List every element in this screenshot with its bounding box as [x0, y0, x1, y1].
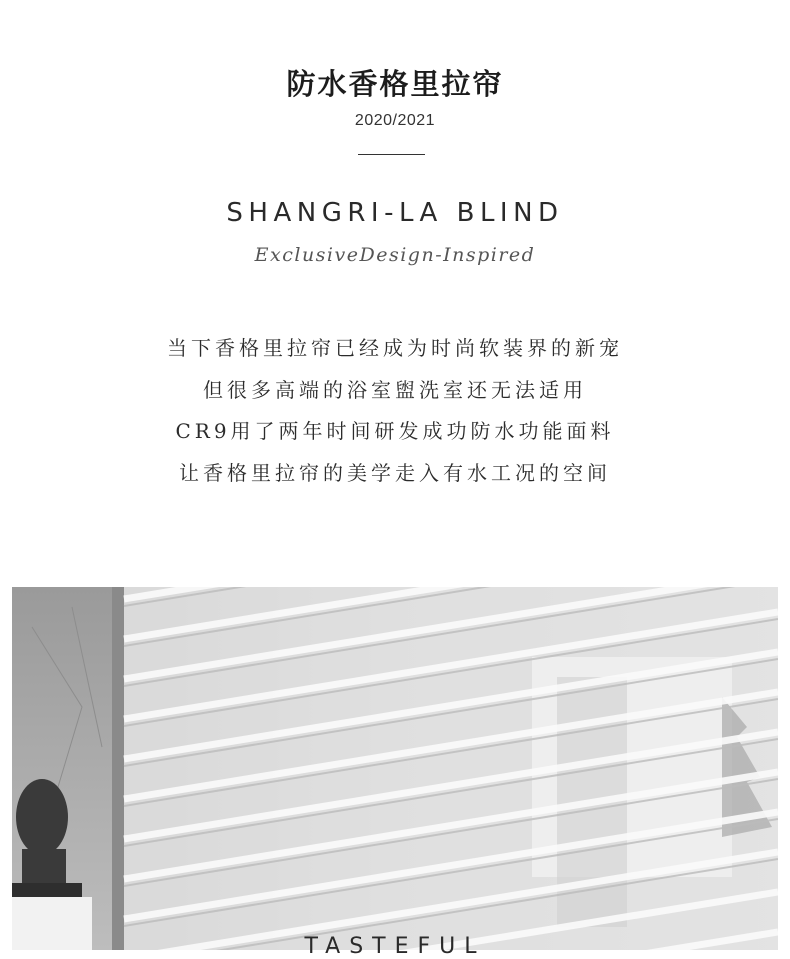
- description-line: CR9用了两年时间研发成功防水功能面料: [175, 419, 615, 443]
- description-line: 但很多高端的浴室盥洗室还无法适用: [203, 377, 587, 402]
- script-tagline: ExclusiveDesign-Inspired: [254, 244, 536, 266]
- product-photo: [12, 587, 778, 950]
- divider: [358, 154, 425, 155]
- year-label: 2020/2021: [354, 112, 436, 129]
- english-title: SHANGRI-LA BLIND: [226, 198, 564, 228]
- description: [0, 328, 790, 494]
- description-line: 当下香格里拉帘已经成为时尚软装界的新宠: [167, 336, 623, 360]
- photo-overlay-text: TASTEFUL: [304, 934, 486, 959]
- page-title: 防水香格里拉帘: [286, 67, 504, 101]
- window-frame: [112, 587, 124, 950]
- description-line: 让香格里拉帘的美学走入有水工况的空间: [179, 460, 611, 485]
